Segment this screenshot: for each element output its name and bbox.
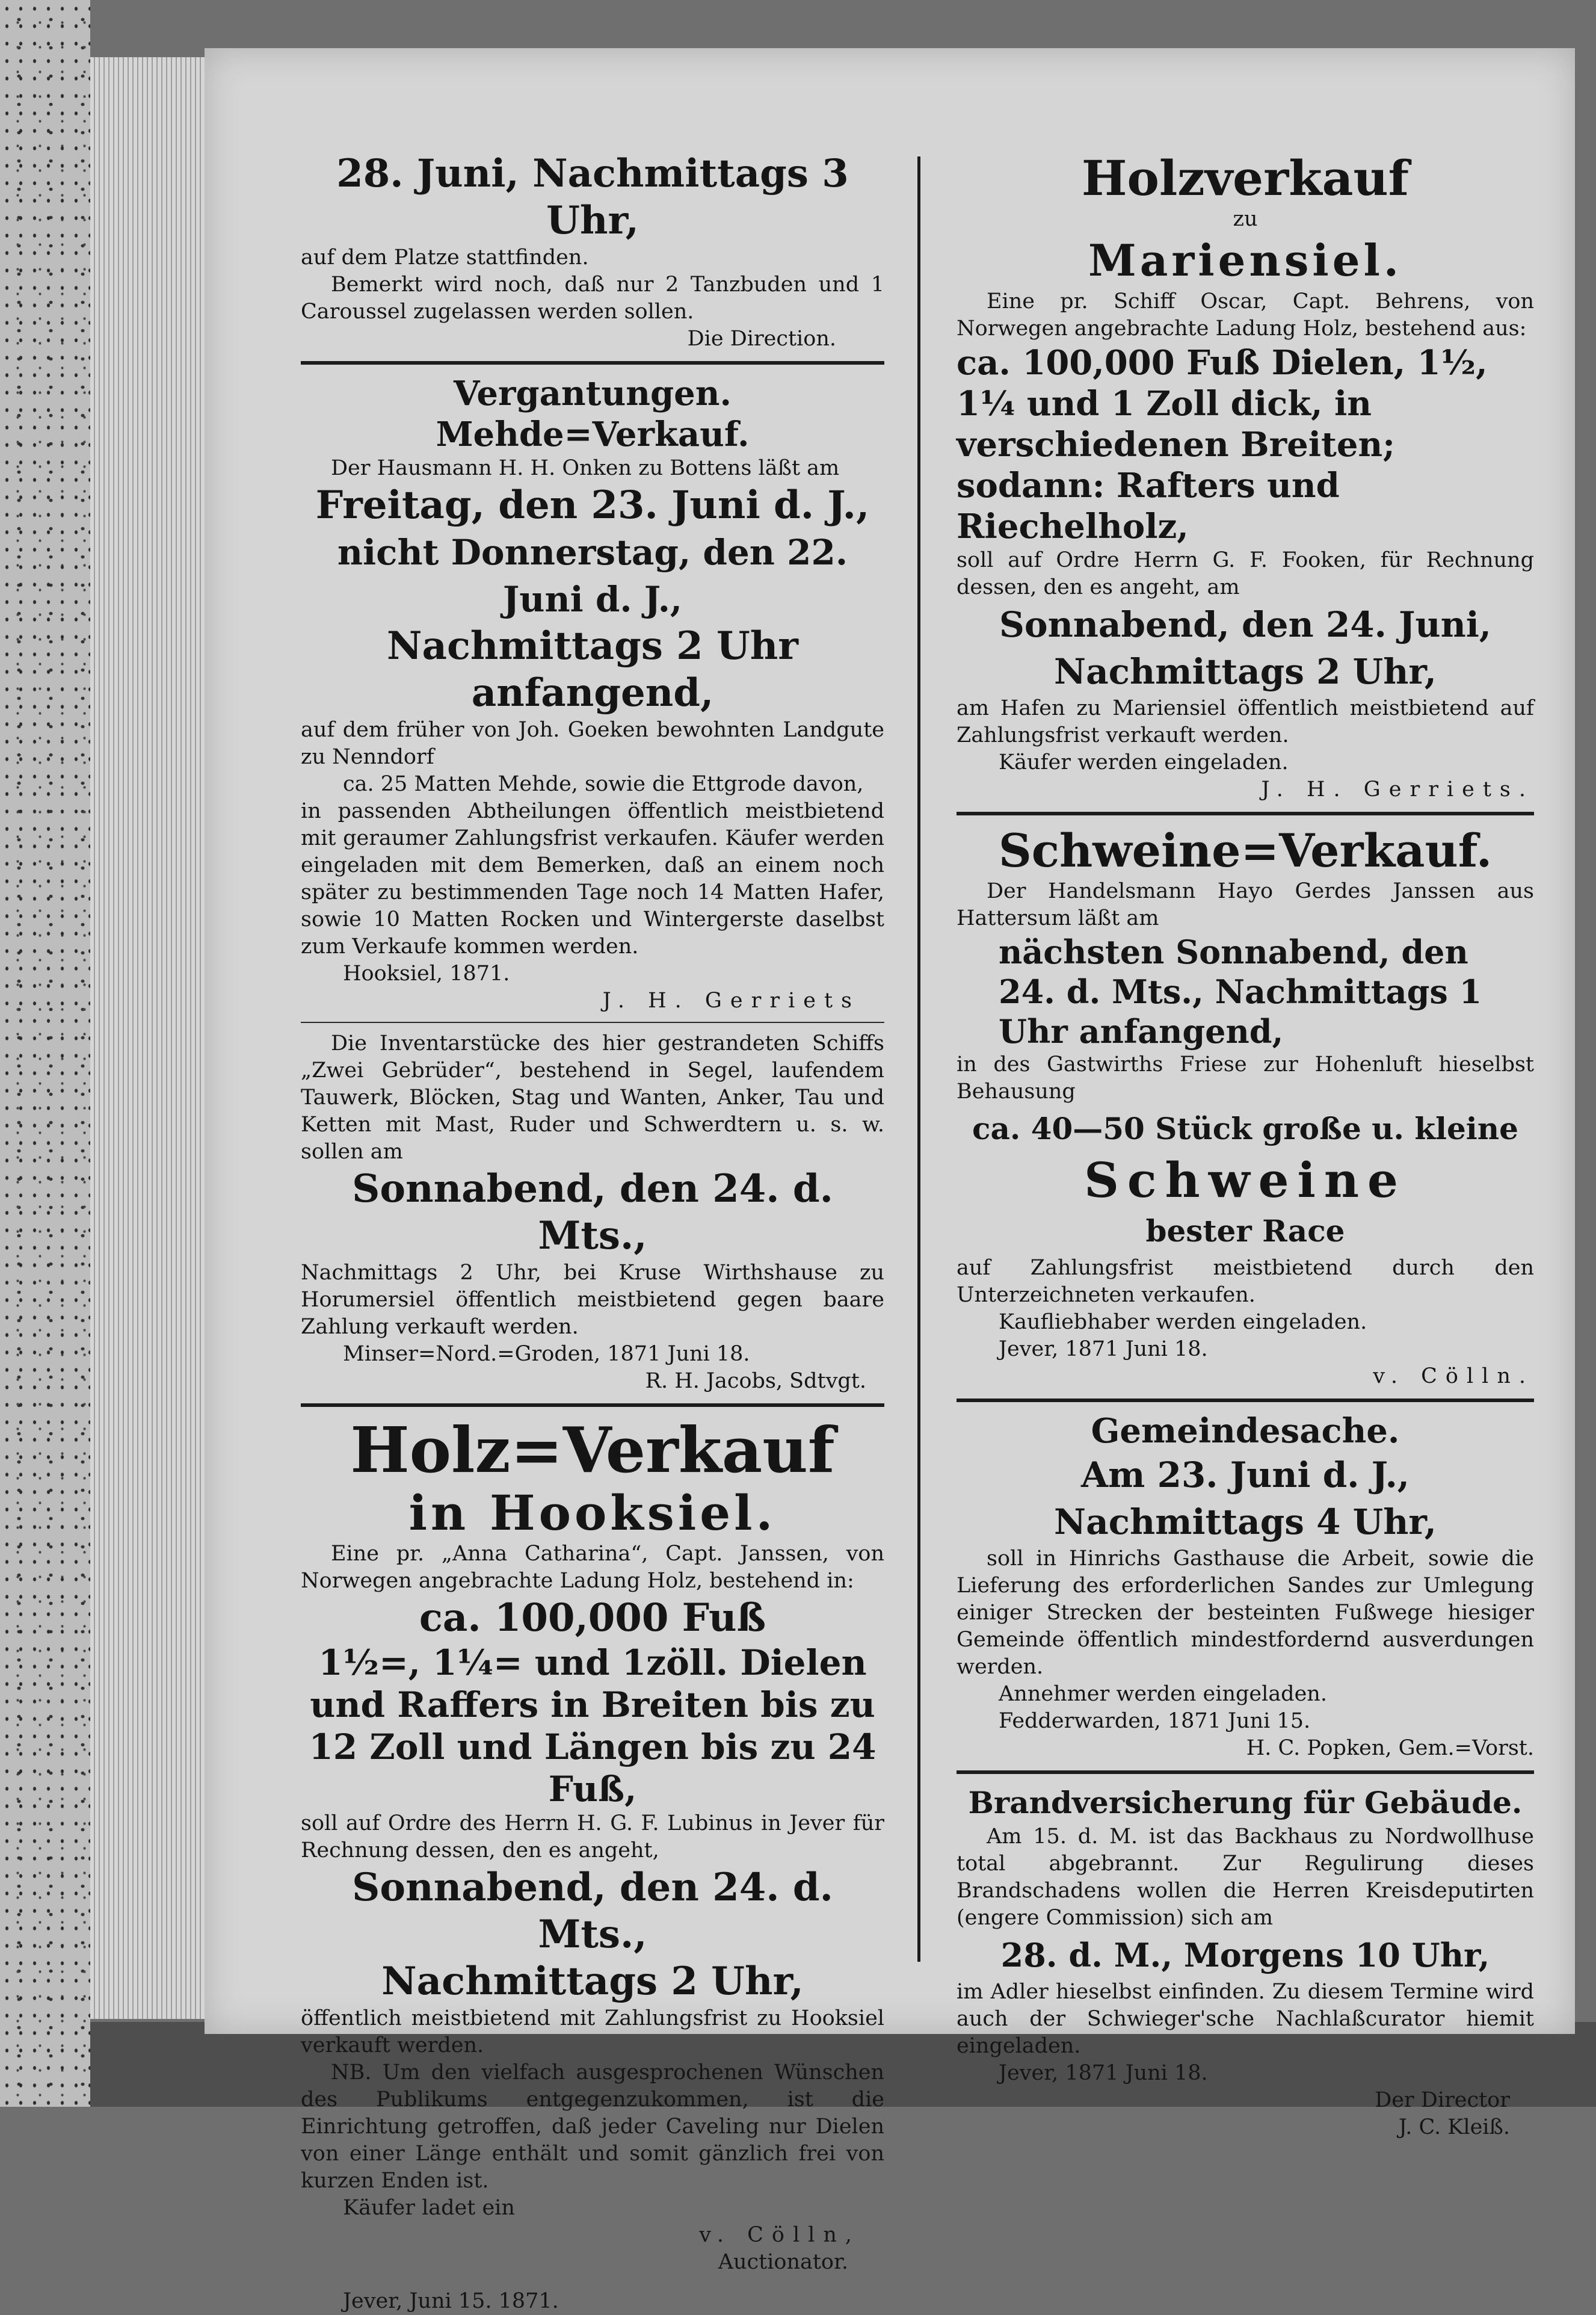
left-column — [301, 150, 884, 2315]
ad-note: NB. Um den vielfach ausgesprochenen Wünschen des Publikums entgegenzukommen, ist die Einrichtung getroffen, daß jeder Caveling nur Dielen von einer Länge enthält und somit gänzlich frei von kurzen Enden ist. — [301, 2060, 884, 2193]
ad-signature: v. Cölln. — [1373, 1364, 1534, 1388]
ad-title: Mehde=Verkauf. — [436, 415, 750, 454]
ad-text: Käufer ladet ein — [343, 2196, 515, 2220]
divider — [301, 1403, 884, 1407]
ad-goods: ca. 40—50 Stück große u. kleine — [972, 1111, 1518, 1146]
ad-text: Nachmittags 2 Uhr, bei Kruse Wirthshause zu Horumersiel öffentlich meistbietend gegen baare Zahlung verkauft werden. — [301, 1261, 884, 1339]
ad-text: Die Inventarstücke des hier gestrandeten Schiffs „Zwei Gebrüder“, bestehend in Segel, laufendem Tauwerk, Blöcken, Stag und Wanten, Anker, Tau und Ketten mit Mast, Ruder und Schwerdtern u. s. w. sollen am — [301, 1031, 884, 1164]
ad-place: Fedderwarden, 1871 Juni 15. — [999, 1709, 1311, 1733]
column-divider — [917, 156, 920, 1962]
ad-goods-quality: bester Race — [1145, 1213, 1345, 1249]
ad-goods: 1½=, 1¼= und 1zöll. Dielen und Raffers in Breiten bis zu 12 Zoll und Längen bis zu 24 Fuß, — [309, 1642, 877, 1810]
ad-text: soll auf Ordre Herrn G. F. Fooken, für Rechnung dessen, den es angeht, am — [957, 548, 1534, 599]
ad-text: Käufer werden eingeladen. — [999, 750, 1289, 774]
ad-signature-title: Der Director — [1375, 2088, 1510, 2112]
ad-text: Der Hausmann H. H. Onken zu Bottens läßt am — [331, 456, 840, 480]
ad-text: Eine pr. „Anna Catharina“, Capt. Janssen, von Norwegen angebrachte Ladung Holz, bestehend in: — [301, 1542, 884, 1593]
ad-subtitle: in Hooksiel. — [408, 1485, 777, 1541]
section-heading: Vergantungen. — [454, 374, 732, 413]
ad-place: Jever, 1871 Juni 18. — [999, 1337, 1208, 1361]
event-signature: Die Direction. — [687, 327, 836, 351]
newspaper-page — [205, 48, 1575, 2313]
ad-title-connector: zu — [1233, 207, 1258, 231]
divider — [957, 812, 1534, 815]
ad-goods: sodann: Rafters und Riechelholz, — [957, 466, 1340, 546]
ad-text: Annehmer werden eingeladen. — [999, 1682, 1327, 1706]
ad-text: öffentlich meistbietend mit Zahlungsfrist zu Hooksiel verkauft werden. — [301, 2006, 884, 2057]
ad-signature: H. C. Popken, Gem.=Vorst. — [1246, 1736, 1534, 1760]
ad-place: Jever, Juni 15. 1871. — [343, 2289, 559, 2313]
ad-subtitle: Mariensiel. — [1088, 235, 1402, 286]
ad-time: Nachmittags 2 Uhr anfangend, — [386, 623, 799, 716]
ad-text: soll in Hinrichs Gasthause die Arbeit, sowie die Lieferung des erforderlichen Sandes zur Umlegung einiger Strecken der besteinten Fußwege hiesiger Gemeinde öffentlich mindestfordernd ausverdungen werden. — [957, 1547, 1534, 1679]
ad-title: Holz=Verkauf — [350, 1413, 835, 1487]
ad-title: Holzverkauf — [1081, 150, 1410, 206]
ad-text: auf dem früher von Joh. Goeken bewohnten Landgute zu Nenndorf — [301, 718, 884, 769]
ad-date: 28. d. M., Morgens 10 Uhr, — [1000, 1936, 1490, 1974]
divider — [301, 1022, 884, 1023]
ad-signature: v. Cölln, — [699, 2223, 860, 2247]
ad-text: im Adler hieselbst einfinden. Zu diesem Termine wird auch der Schwieger'sche Nachlaßcurator hiemit eingeladen. — [957, 1980, 1534, 2058]
ad-text: Eine pr. Schiff Oscar, Capt. Behrens, von Norwegen angebrachte Ladung Holz, bestehend aus: — [957, 289, 1534, 341]
ad-text: Der Handelsmann Hayo Gerdes Janssen aus Hattersum läßt am — [957, 879, 1534, 930]
ad-signature: J. H. Gerriets — [602, 989, 860, 1013]
ad-place: Jever, 1871 Juni 18. — [999, 2061, 1208, 2085]
ad-signature: J. H. Gerriets. — [1261, 777, 1534, 802]
page-edges — [90, 57, 214, 2019]
ad-title: Schweine=Verkauf. — [998, 824, 1493, 877]
ad-date-correction: nicht Donnerstag, den 22. Juni d. J., — [337, 532, 848, 620]
book-edge-speckle — [0, 0, 90, 2107]
right-column — [957, 150, 1534, 2141]
ad-text: ca. 25 Matten Mehde, sowie die Ettgrode davon, — [343, 772, 864, 796]
ad-date: Freitag, den 23. Juni d. J., — [315, 483, 870, 528]
ad-title: Gemeindesache. — [1091, 1411, 1400, 1451]
ad-place: Minser=Nord.=Groden, 1871 Juni 18. — [343, 1342, 750, 1366]
ad-date: Am 23. Juni d. J., — [1081, 1454, 1410, 1495]
ad-goods: ca. 100,000 Fuß Dielen, 1½, 1¼ und 1 Zoll dick, in verschiedenen Breiten; — [957, 343, 1488, 465]
event-date: 28. Juni, Nachmittags 3 Uhr, — [336, 151, 849, 243]
divider — [957, 1399, 1534, 1402]
ad-title: Brandversicherung für Gebäude. — [968, 1785, 1523, 1820]
divider — [301, 361, 884, 365]
ad-date: nächsten Sonnabend, den 24. d. Mts., Nachmittags 1 Uhr anfangend, — [999, 933, 1482, 1051]
ad-text: am Hafen zu Mariensiel öffentlich meistbietend auf Zahlungsfrist verkauft werden. — [957, 696, 1534, 747]
event-text: auf dem Platze stattfinden. — [301, 246, 589, 270]
ad-text: Am 15. d. M. ist das Backhaus zu Nordwollhuse total abgebrannt. Zur Regulirung dieses Brandschadens wollen die Herren Kreisdeputirten (engere Commission) sich am — [957, 1825, 1534, 1930]
ad-text: in passenden Abtheilungen öffentlich meistbietend mit geraumer Zahlungsfrist verkaufen. Käufer werden eingeladen mit dem Bemerken, daß an einem noch später zu bestimmenden Tage noch 14 Matten Hafer, sowie 10 Matten Rocken und Wintergerste daselbst zum Verkaufe kommen werden. — [301, 799, 884, 959]
ad-signature: R. H. Jacobs, Sdtvgt. — [645, 1369, 866, 1393]
ad-goods-highlight: Schweine — [1084, 1152, 1407, 1208]
ad-text: in des Gastwirths Friese zur Hohenluft hieselbst Behausung — [957, 1052, 1534, 1104]
ad-signature-title: Auctionator. — [718, 2250, 848, 2274]
ad-text: soll auf Ordre des Herrn H. G. F. Lubinus in Jever für Rechnung dessen, den es angeht, — [301, 1811, 884, 1862]
ad-time: Nachmittags 4 Uhr, — [1054, 1501, 1437, 1542]
ad-text: Kaufliebhaber werden eingeladen. — [999, 1310, 1367, 1334]
divider — [957, 1770, 1534, 1774]
ad-time: Nachmittags 2 Uhr, — [381, 1959, 804, 2004]
ad-text: auf Zahlungsfrist meistbietend durch den Unterzeichneten verkaufen. — [957, 1256, 1534, 1307]
ad-date: Sonnabend, den 24. Juni, — [999, 604, 1491, 645]
ad-time: Nachmittags 2 Uhr, — [1054, 651, 1437, 692]
ad-date: Sonnabend, den 24. d. Mts., — [352, 1166, 833, 1258]
ad-signature: J. C. Kleiß. — [1398, 2115, 1510, 2139]
ad-date: Sonnabend, den 24. d. Mts., — [352, 1865, 833, 1957]
event-note: Bemerkt wird noch, daß nur 2 Tanzbuden und 1 Caroussel zugelassen werden sollen. — [301, 273, 884, 324]
ad-place: Hooksiel, 1871. — [343, 962, 510, 986]
ad-quantity: ca. 100,000 Fuß — [419, 1595, 766, 1640]
